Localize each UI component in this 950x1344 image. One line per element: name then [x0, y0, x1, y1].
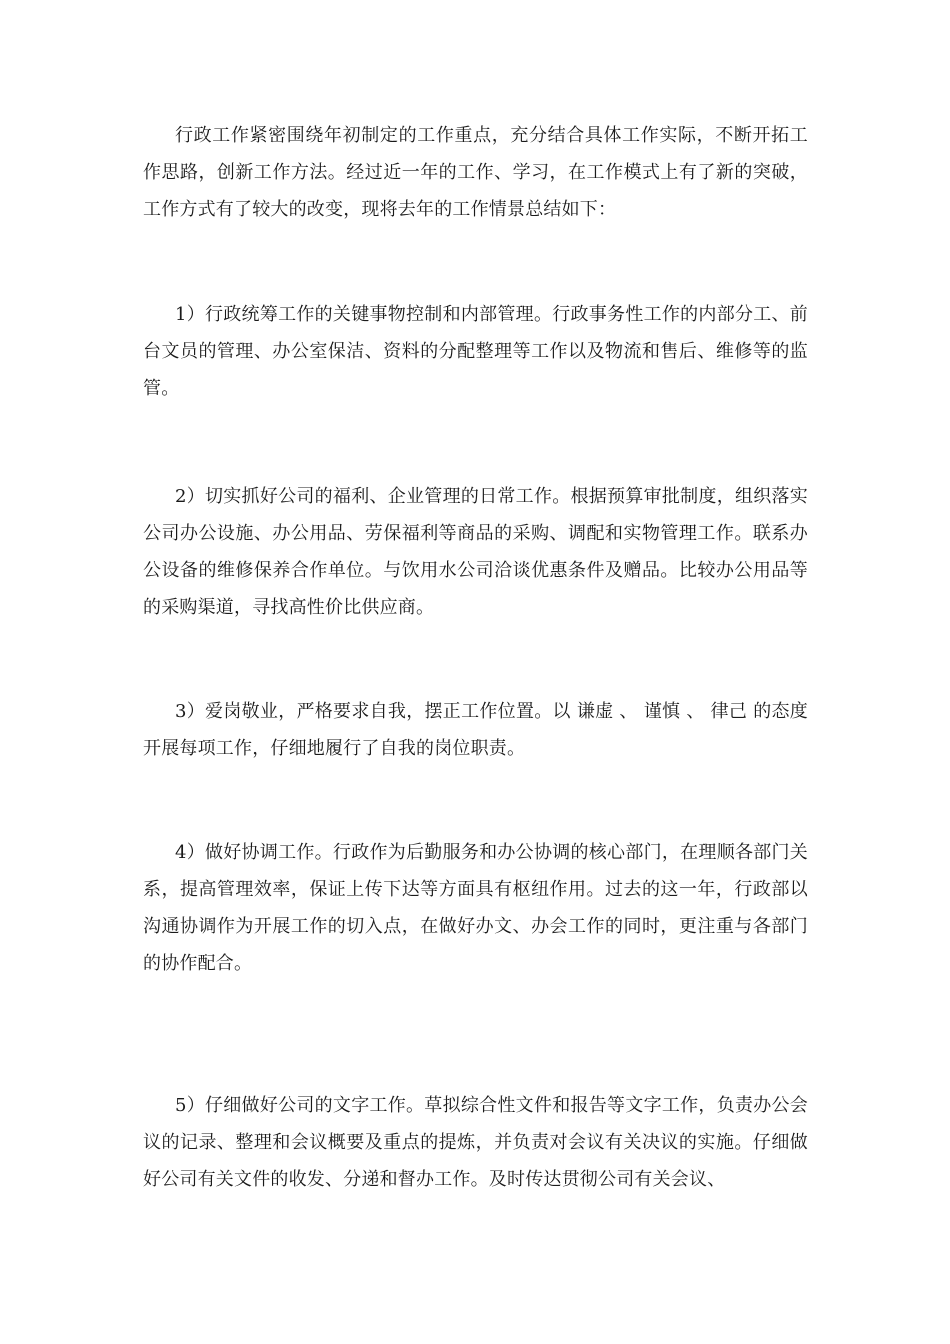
paragraph-item-1: 1）行政统筹工作的关键事物控制和内部管理。行政事务性工作的内部分工、前台文员的管理、办公室保洁、资料的分配整理等工作以及物流和售后、维修等的监管。: [143, 304, 808, 399]
paragraph-item-3: 3）爱岗敬业，严格要求自我，摆正工作位置。以 谦虚 、 谨慎 、 律己 的态度开展每项工作，仔细地履行了自我的岗位职责。: [143, 701, 808, 759]
paragraph-item-2: 2）切实抓好公司的福利、企业管理的日常工作。根据预算审批制度，组织落实公司办公设施、办公用品、劳保福利等商品的采购、调配和实物管理工作。联系办公设备的维修保养合作单位。与饮用水公司洽谈优惠条件及赠品。比较办公用品等的采购渠道，寻找高性价比供应商。: [143, 486, 808, 618]
paragraph-item-4: 4）做好协调工作。行政作为后勤服务和办公协调的核心部门，在理顺各部门关系，提高管理效率，保证上传下达等方面具有枢纽作用。过去的这一年，行政部以沟通协调作为开展工作的切入点，在做好办文、办会工作的同时，更注重与各部门的协作配合。: [143, 842, 808, 974]
intro-paragraph: 行政工作紧密围绕年初制定的工作重点，充分结合具体工作实际，不断开拓工作思路，创新工作方法。经过近一年的工作、学习，在工作模式上有了新的突破，工作方式有了较大的改变，现将去年的工作情景总结如下：: [143, 125, 808, 220]
paragraph-item-5: 5）仔细做好公司的文字工作。草拟综合性文件和报告等文字工作，负责办公会议的记录、整理和会议概要及重点的提炼，并负责对会议有关决议的实施。仔细做好公司有关文件的收发、分递和督办工作。及时传达贯彻公司有关会议、: [143, 1095, 808, 1190]
